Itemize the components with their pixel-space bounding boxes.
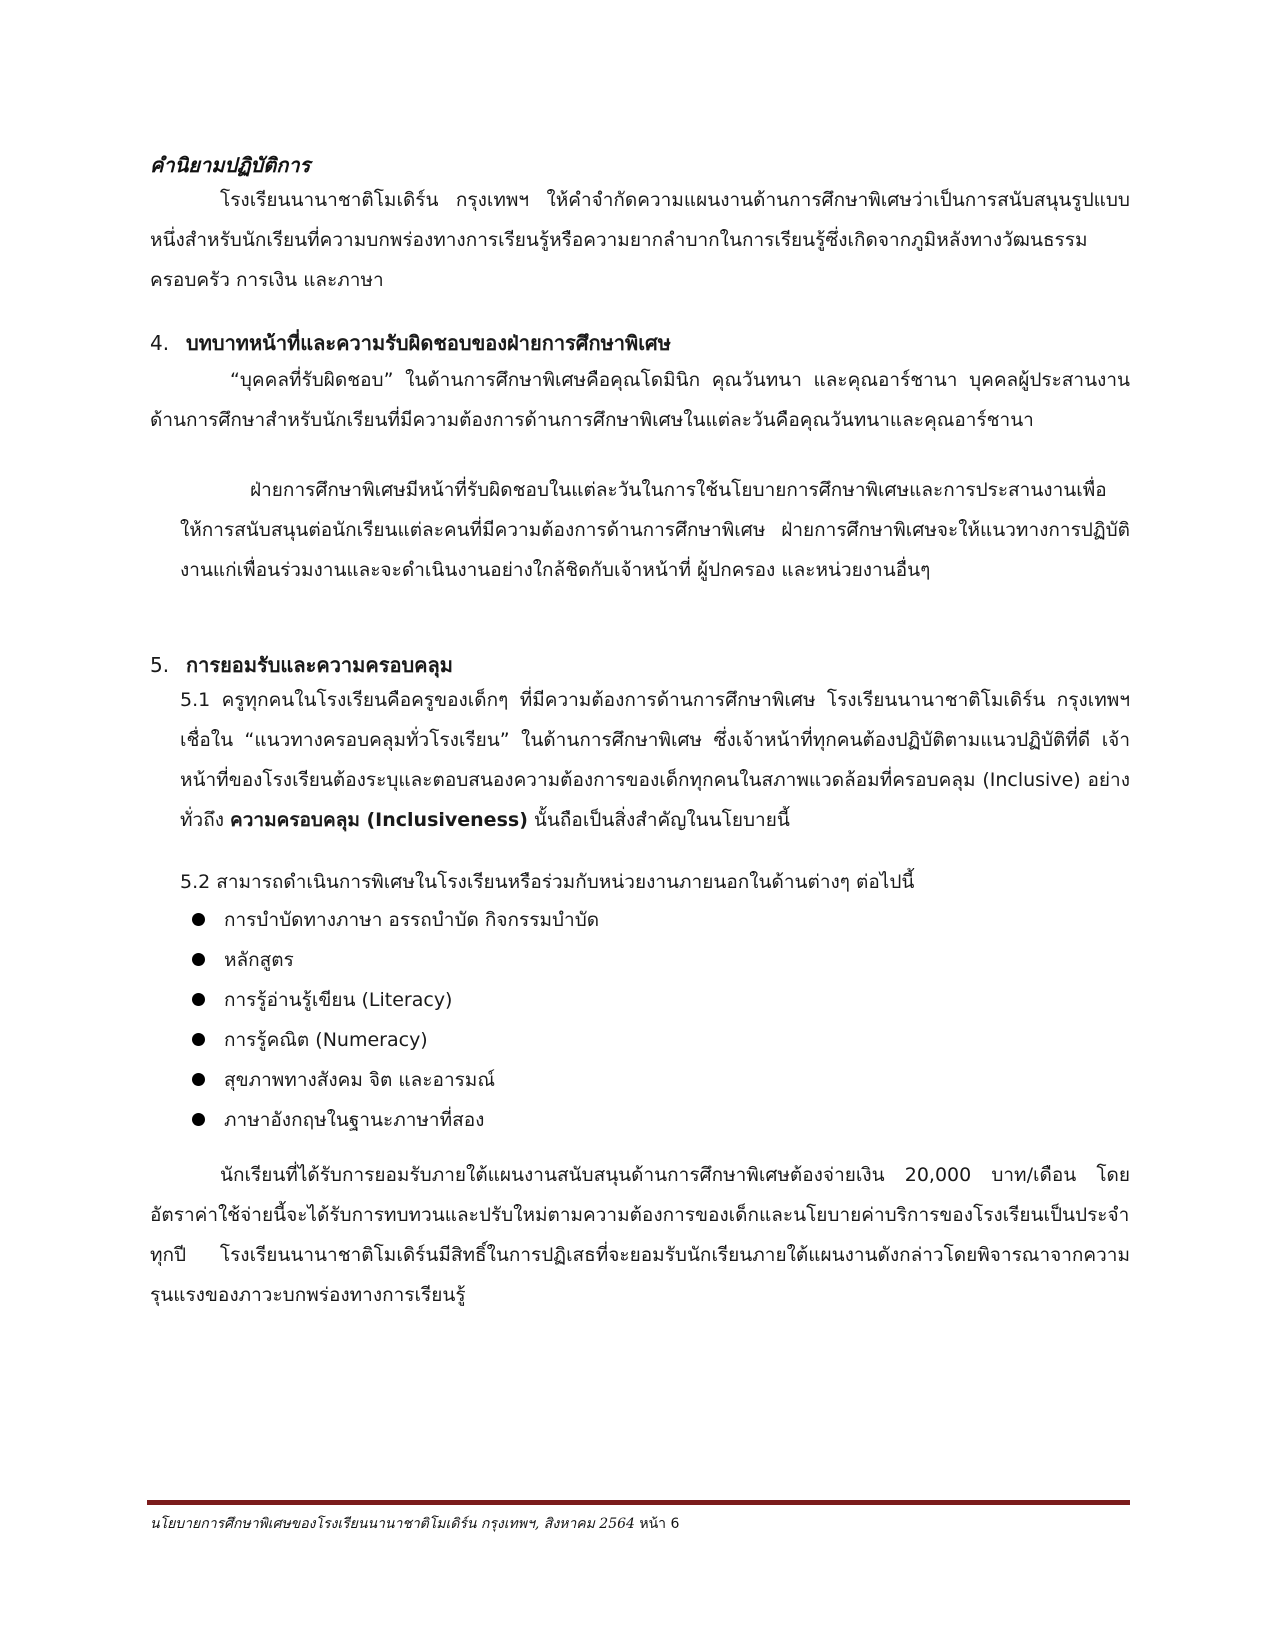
bullet-icon xyxy=(192,913,205,926)
closing-paragraph: นักเรียนที่ได้รับการยอมรับภายใต้แผนงานสนับสนุนด้านการศึกษาพิเศษต้องจ่ายเงิน 20,000 บาท/เดือน โดยอัตราค่าใช้จ่ายนี้จะได้รับการทบทวนและปรับใหม่ตามความต้องการของเด็กและนโยบายค่าบริการของโรงเรียนเป็นประจำทุกปี โรงเรียนนานาชาติโมเดิร์นมีสิทธิ์ในการปฏิเสธที่จะยอมรับนักเรียนภายใต้แผนงานดังกล่าวโดยพิจารณาจากความรุนแรงของภาวะบกพร่องทางการเรียนรู้ xyxy=(150,1164,1130,1306)
bullet-icon xyxy=(192,1073,205,1086)
section-5-1-text: 5.1 ครูทุกคนในโรงเรียนคือครูของเด็กๆ ที่มีความต้องการด้านการศึกษาพิเศษ โรงเรียนนานาชาติโมเดิร์น กรุงเทพฯ เชื่อใน “แนวทางครอบคลุมทั่วโรงเรียน” ในด้านการศึกษาพิเศษ ซึ่งเจ้าหน้าที่ทุกคนต้องปฏิบัติตามแนวปฏิบัติที่ดี เจ้าหน้าที่ของโรงเรียนต้องระบุและตอบสนองความต้องการของเด็กทุกคนในสภาพแวดล้อมที่ครอบคลุม (Inclusive) อย่างทั่วถึง xyxy=(180,689,1130,831)
section-4-title: บทบาทหน้าที่และความรับผิดชอบของฝ่ายการศึกษาพิเศษ xyxy=(186,331,671,355)
section-5-title: การยอมรับและความครอบคลุม xyxy=(186,653,453,677)
section-4-number: 4. xyxy=(150,331,170,355)
section-5-1-ending: นั้นถือเป็นสิ่งสำคัญในนโยบายนี้ xyxy=(533,809,790,831)
section-4-paragraph-1: “บุคคลที่รับผิดชอบ” ในด้านการศึกษาพิเศษคือคุณโดมินิก คุณวันทนา และคุณอาร์ชานา บุคคลผู้ประสานงานด้านการศึกษาสำหรับนักเรียนที่มีความต้องการด้านการศึกษาพิเศษในแต่ละวันคือคุณวันทนาและคุณอาร์ชานา xyxy=(150,369,1130,431)
bullet-icon xyxy=(192,993,205,1006)
section-4-paragraph-2: ฝ่ายการศึกษาพิเศษมีหน้าที่รับผิดชอบในแต่ละวันในการใช้นโยบายการศึกษาพิเศษและการประสานงานเพื่อให้การสนับสนุนต่อนักเรียนแต่ละคนที่มีความต้องการด้านการศึกษาพิเศษ ฝ่ายการศึกษาพิเศษจะให้แนวทางการปฏิบัติงานแก่เพื่อนร่วมงานและจะดำเนินงานอย่างใกล้ชิดกับเจ้าหน้าที่ ผู้ปกครอง และหน่วยงานอื่นๆ xyxy=(180,479,1130,581)
section-5-1-paragraph xyxy=(180,680,1130,840)
footer-divider xyxy=(147,1500,1130,1505)
definition-paragraph: โรงเรียนนานาชาติโมเดิร์น กรุงเทพฯ ให้คำจำกัดความแผนงานด้านการศึกษาพิเศษว่าเป็นการสนับสนุนรูปแบบหนึ่งสำหรับนักเรียนที่ความบกพร่องทางการเรียนรู้หรือความยากลำบากในการเรียนรู้ซึ่งเกิดจากภูมิหลังทางวัฒนธรรม ครอบครัว การเงิน และภาษา xyxy=(150,189,1130,291)
inclusiveness-term: ความครอบคลุม (Inclusiveness) xyxy=(230,809,528,831)
definition-heading: คำนิยามปฏิบัติการ xyxy=(150,153,311,177)
list-item: ภาษาอังกฤษในฐานะภาษาที่สอง xyxy=(150,1100,1130,1140)
section-5-number: 5. xyxy=(150,653,170,677)
list-item: สุขภาพทางสังคม จิต และอารมณ์ xyxy=(150,1060,1130,1100)
list-item: การบำบัดทางภาษา อรรถบำบัด กิจกรรมบำบัด xyxy=(150,900,1130,940)
bullet-icon xyxy=(192,953,205,966)
list-item: การรู้อ่านรู้เขียน (Literacy) xyxy=(150,980,1130,1020)
bullet-icon xyxy=(192,1113,205,1126)
section-4-heading xyxy=(150,328,1130,358)
section-5-2-intro: 5.2 สามารถดำเนินการพิเศษในโรงเรียนหรือร่วมกับหน่วยงานภายนอกในด้านต่างๆ ต่อไปนี้ xyxy=(180,871,915,893)
services-list xyxy=(150,900,1130,1140)
page-footer xyxy=(150,1514,679,1534)
list-item: หลักสูตร xyxy=(150,940,1130,980)
list-item: การรู้คณิต (Numeracy) xyxy=(150,1020,1130,1060)
bullet-icon xyxy=(192,1033,205,1046)
section-5-heading xyxy=(150,650,1130,680)
page-number: หน้า 6 xyxy=(639,1516,680,1532)
footer-text: นโยบายการศึกษาพิเศษของโรงเรียนนานาชาติโมเดิร์น กรุงเทพฯ, สิงหาคม 2564 xyxy=(150,1516,635,1532)
